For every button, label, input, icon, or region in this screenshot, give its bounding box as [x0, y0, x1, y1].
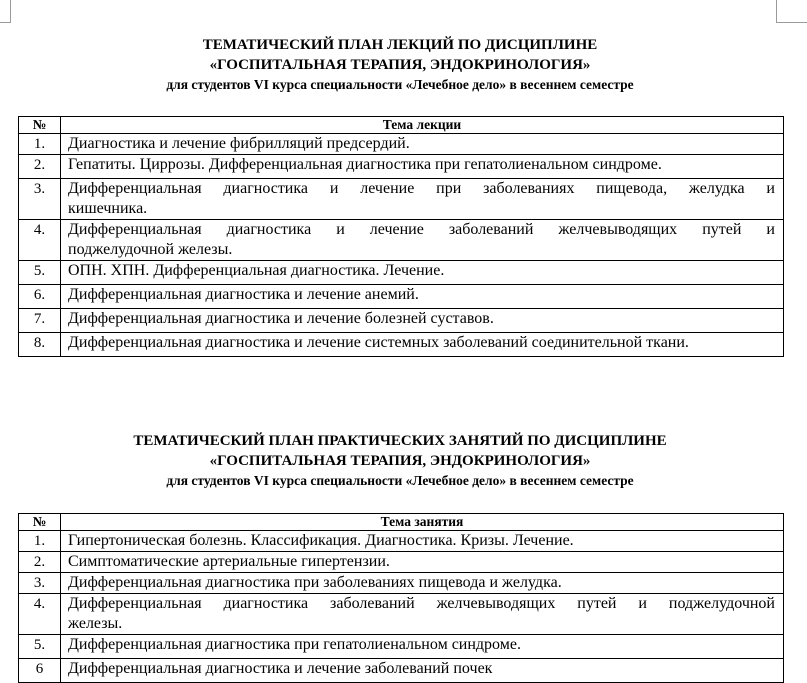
row-topic: Гипертоническая болезнь. Классификация. Диагностика. Кризы. Лечение.: [61, 531, 784, 552]
row-topic-line2: поджелудочной железы.: [68, 241, 233, 258]
practicals-title-line1: ТЕМАТИЧЕСКИЙ ПЛАН ПРАКТИЧЕСКИХ ЗАНЯТИЙ ПО ДИСЦИПЛИНЕ: [133, 433, 667, 449]
column-header-num: №: [19, 117, 61, 134]
row-topic: Дифференциальная диагностика и лечение заболеваний почек: [61, 659, 784, 683]
row-number: 3.: [19, 179, 61, 220]
table-row: [19, 552, 784, 573]
row-topic: ОПН. ХПН. Дифференциальная диагностика. Лечение.: [61, 261, 784, 285]
table-row: [19, 531, 784, 552]
row-topic: Дифференциальная диагностика и лечение системных заболеваний соединительной ткани.: [61, 333, 784, 357]
table-row: [19, 285, 784, 309]
column-header-num: №: [19, 514, 61, 531]
table-row: [19, 573, 784, 594]
practicals-heading: [0, 431, 800, 491]
row-topic: Диагностика и лечение фибрилляций предсердий.: [61, 134, 784, 155]
row-topic-line1: Дифференциальная диагностика заболеваний желчевыводящих путей и поджелудочной: [68, 595, 775, 612]
table-row: [19, 635, 784, 659]
row-topic-line2: кишечника.: [68, 200, 148, 217]
row-topic: Дифференциальная диагностика и лечение болезней суставов.: [61, 309, 784, 333]
row-topic: Дифференциальная диагностика при гепатолиенальном синдроме.: [61, 635, 784, 659]
table-row: [19, 594, 784, 635]
lectures-title-line1: ТЕМАТИЧЕСКИЙ ПЛАН ЛЕКЦИЙ ПО ДИСЦИПЛИНЕ: [202, 37, 598, 53]
row-number: 1.: [19, 531, 61, 552]
table-row: [19, 309, 784, 333]
row-number: 2.: [19, 552, 61, 573]
lectures-heading: [0, 35, 800, 95]
row-number: 7.: [19, 309, 61, 333]
lectures-title-line2: «ГОСПИТАЛЬНАЯ ТЕРАПИЯ, ЭНДОКРИНОЛОГИЯ»: [209, 57, 591, 73]
row-topic: Дифференциальная диагностика при заболеваниях пищевода и желудка.: [61, 573, 784, 594]
row-number: 4.: [19, 220, 61, 261]
row-topic-line1: Дифференциальная диагностика и лечение при заболеваниях пищевода, желудка и: [68, 180, 775, 197]
table-row: [19, 261, 784, 285]
column-header-topic: Тема занятия: [61, 514, 784, 531]
row-number: 6.: [19, 285, 61, 309]
table-row: [19, 220, 784, 261]
row-topic-line2: железы.: [68, 615, 123, 632]
page-corner-mark-left: [0, 0, 11, 23]
row-topic: [61, 220, 784, 261]
table-row: [19, 179, 784, 220]
row-number: 6: [19, 659, 61, 683]
practicals-subtitle: для студентов VI курса специальности «Лечебное дело» в весеннем семестре: [166, 473, 634, 488]
row-topic: [61, 594, 784, 635]
row-number: 8.: [19, 333, 61, 357]
row-number: 1.: [19, 134, 61, 155]
table-row: [19, 333, 784, 357]
table-header-row: [19, 514, 784, 531]
row-number: 3.: [19, 573, 61, 594]
row-number: 2.: [19, 155, 61, 179]
page-corner-mark-right: [776, 0, 807, 23]
row-number: 5.: [19, 261, 61, 285]
row-topic: Симптоматические артериальные гипертензии.: [61, 552, 784, 573]
column-header-topic: Тема лекции: [61, 117, 784, 134]
row-topic: [61, 179, 784, 220]
lectures-table: [18, 116, 784, 357]
row-number: 4.: [19, 594, 61, 635]
row-topic: Гепатиты. Циррозы. Дифференциальная диагностика при гепатолиенальном синдроме.: [61, 155, 784, 179]
lectures-subtitle: для студентов VI курса специальности «Лечебное дело» в весеннем семестре: [166, 77, 634, 92]
practicals-table: [18, 513, 784, 683]
practicals-title-line2: «ГОСПИТАЛЬНАЯ ТЕРАПИЯ, ЭНДОКРИНОЛОГИЯ»: [209, 453, 591, 469]
row-topic-line1: Дифференциальная диагностика и лечение заболеваний желчевыводящих путей и: [68, 221, 775, 238]
row-topic: Дифференциальная диагностика и лечение анемий.: [61, 285, 784, 309]
table-row: [19, 134, 784, 155]
table-header-row: [19, 117, 784, 134]
table-row: [19, 659, 784, 683]
row-number: 5.: [19, 635, 61, 659]
table-row: [19, 155, 784, 179]
